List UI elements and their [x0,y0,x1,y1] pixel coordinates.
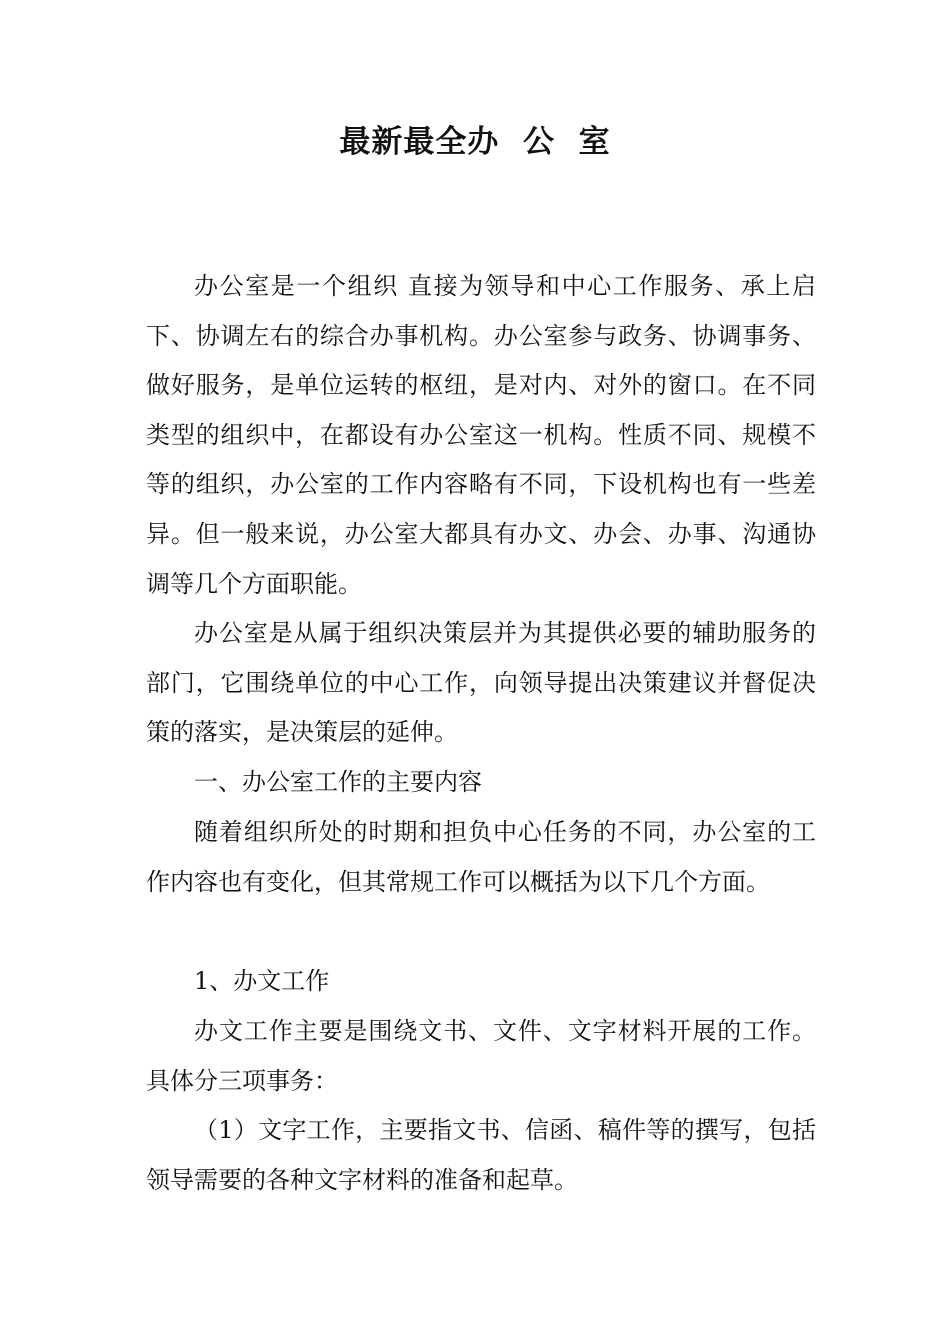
document-title: 最新最全办 公 室 [339,124,611,160]
paragraph-office-role: 办公室是从属于组织决策层并为其提供必要的辅助服务的部门，它围绕单位的中心工作，向领导提出决策建议并督促决策的落实，是决策层的延伸。 [146,619,816,747]
paragraph-document-work: 办文工作主要是围绕文书、文件、文字材料开展的工作。具体分三项事务： [146,1017,816,1095]
paragraph-writing-work: （1）文字工作，主要指文书、信函、稿件等的撰写，包括领导需要的各种文字材料的准备和起草。 [146,1116,816,1194]
section-heading-main-content: 一、办公室工作的主要内容 [194,768,482,796]
paragraph-office-definition: 办公室是一个组织 直接为领导和中心工作服务、承上启下、协调左右的综合办事机构。办公室参与政务、协调事务、做好服务，是单位运转的枢纽，是对内、对外的窗口。在不同类型的组织中，在都设有办公室这一机构。性质不同、规模不等的组织，办公室的工作内容略有不同，下设机构也有一些差异。但一般来说，办公室大都具有办文、办会、办事、沟通协调等几个方面职能。 [146,272,816,598]
subheading-document-work: 1、办文工作 [194,967,330,995]
paragraph-work-content: 随着组织所处的时期和担负中心任务的不同，办公室的工作内容也有变化，但其常规工作可以概括为以下几个方面。 [146,818,816,896]
